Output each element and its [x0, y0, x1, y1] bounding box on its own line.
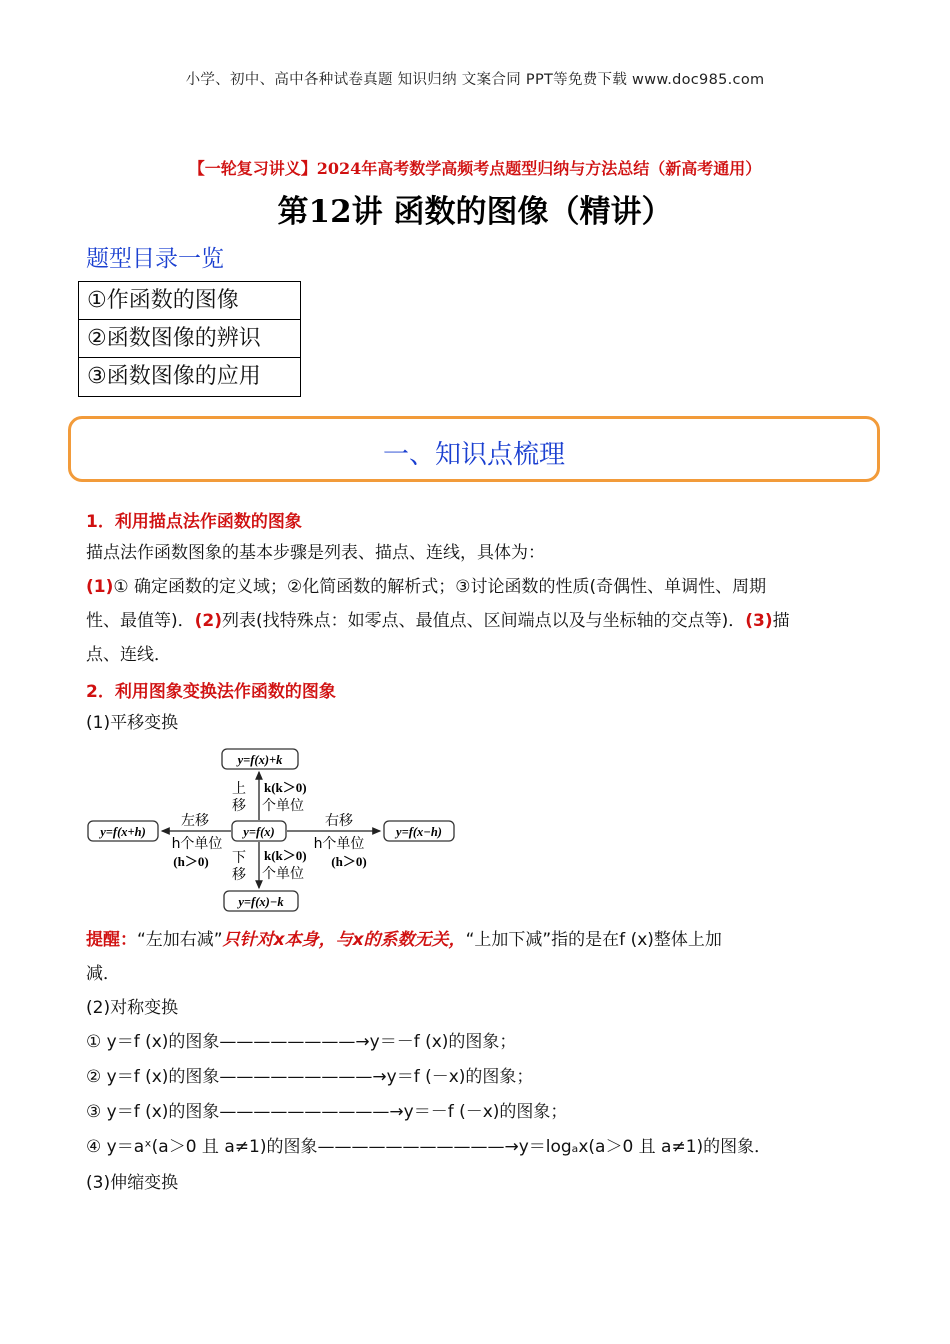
up-unit: 个单位 [262, 798, 304, 814]
reminder-line-2: 减． [86, 964, 120, 984]
s1-marker-2: (2) [194, 611, 223, 631]
symmetry-subheading: (2)对称变换 [86, 998, 179, 1018]
reminder-c: “上加下减”指的是在f (x)整体上加 [465, 930, 722, 950]
up-char-2: 移 [232, 798, 246, 814]
translation-subheading: (1)平移变换 [86, 713, 179, 733]
s1-text-1: ① 确定函数的定义域；②化简函数的解析式；③讨论函数的性质(奇偶性、单调性、周期 [113, 577, 767, 597]
box-right-label: y=f(x−h) [396, 825, 442, 839]
left-move: 左移 [181, 813, 209, 829]
s1-line2 [86, 604, 876, 638]
reminder-label: 提醒： [86, 930, 137, 950]
down-char-1: 下 [232, 850, 246, 866]
s1-text-4: 描 [772, 611, 790, 631]
translation-diagram [86, 740, 466, 918]
box-center-label: y=f(x) [243, 825, 275, 839]
box-left-label: y=f(x+h) [100, 825, 146, 839]
symmetry-rule-4: ④ y＝aˣ(a＞0 且 a≠1)的图象———————————→y＝logₐx(a＞0 且 a≠1)的图象． [86, 1137, 772, 1157]
down-cond: k(k＞0) [264, 848, 307, 863]
section-title: 一、知识点梳理 [382, 440, 565, 470]
toc-table [78, 281, 301, 397]
s1-text-2: 性、最值等)． [86, 611, 195, 631]
right-cond: (h＞0) [331, 854, 367, 869]
s1-intro: 描点法作函数图象的基本步骤是列表、描点、连线，具体为： [86, 543, 545, 563]
s1-marker-1: (1) [86, 577, 114, 597]
series-title: 【一轮复习讲义】2024年高考数学高频考点题型归纳与方法总结（新高考通用） [188, 159, 762, 178]
s1-heading: 1．利用描点法作函数的图象 [86, 512, 302, 532]
right-move: 右移 [325, 813, 353, 829]
scaling-subheading: (3)伸缩变换 [86, 1173, 179, 1193]
box-bottom-label: y=f(x)−k [238, 895, 284, 909]
s1-line1 [86, 570, 876, 604]
s2-heading: 2．利用图象变换法作函数的图象 [86, 682, 336, 702]
up-char-1: 上 [232, 781, 246, 797]
down-unit: 个单位 [262, 866, 304, 882]
left-cond: (h＞0) [173, 854, 209, 869]
up-cond: k(k＞0) [264, 780, 307, 795]
header-note: 小学、初中、高中各种试卷真题 知识归纳 文案合同 PPT等免费下载 www.doc985.com [185, 72, 765, 88]
reminder-a: “左加右减” [137, 930, 223, 950]
symmetry-rule-1: ① y＝f (x)的图象————————→y＝－f (x)的图象； [86, 1032, 517, 1052]
s1-marker-3: (3) [745, 611, 773, 631]
toc-item: ③函数图像的应用 [87, 364, 261, 389]
s1-text-3: 列表(找特殊点：如零点、最值点、区间端点以及与坐标轴的交点等)． [222, 611, 746, 631]
toc-item: ②函数图像的辨识 [79, 320, 300, 358]
box-top-label: y=f(x)+k [237, 753, 283, 767]
down-char-2: 移 [232, 867, 246, 883]
reminder-b: 只针对x本身，与x的系数无关， [222, 930, 466, 950]
left-unit: h个单位 [171, 836, 223, 852]
symmetry-rule-3: ③ y＝f (x)的图象——————————→y＝－f (－x)的图象； [86, 1102, 568, 1122]
right-unit: h个单位 [313, 836, 365, 852]
main-title: 第12讲 函数的图像（精讲） [277, 194, 673, 230]
toc-heading: 题型目录一览 [86, 246, 224, 272]
s1-line3: 点、连线． [86, 645, 171, 665]
symmetry-rule-2: ② y＝f (x)的图象—————————→y＝f (－x)的图象； [86, 1067, 534, 1087]
reminder-line [86, 923, 876, 957]
toc-item: ①作函数的图像 [79, 282, 300, 320]
